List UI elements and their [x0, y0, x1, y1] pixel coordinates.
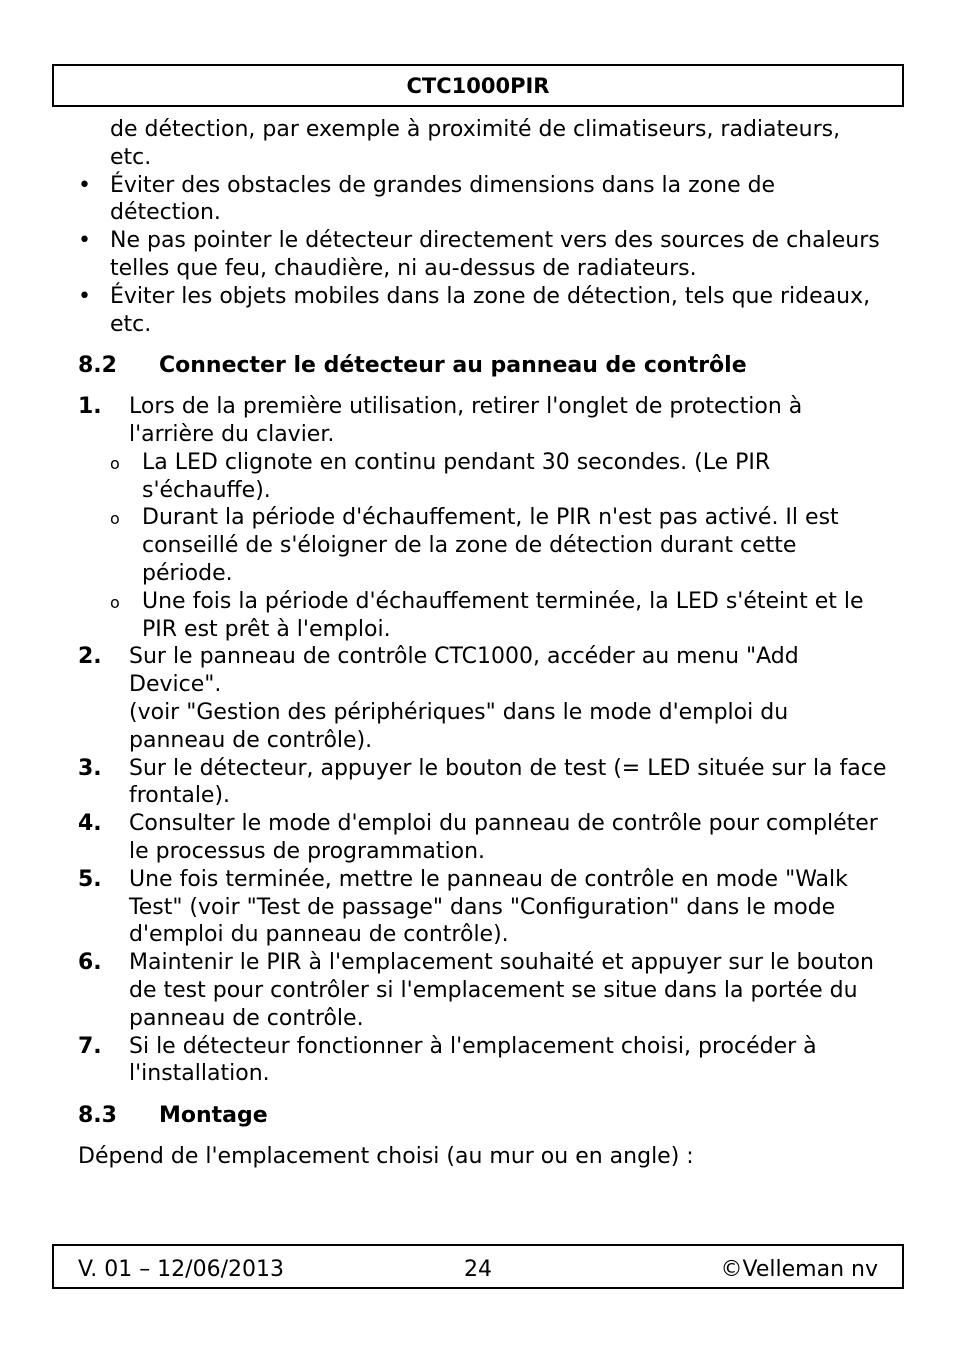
- step-item: [78, 755, 888, 811]
- sub-item: o Durant la période d'échauffement, le PIR n'est pas activé. Il est conseillé de s'éloigner de la zone de détection durant cette période.: [110, 505, 839, 586]
- page-header: [52, 64, 904, 107]
- step-note: (voir "Gestion des périphériques" dans le mode d'emploi du panneau de contrôle).: [129, 699, 789, 753]
- step-item: [78, 393, 888, 643]
- document-title: CTC1000PIR: [406, 74, 550, 98]
- list-item: de détection, par exemple à proximité de climatiseurs, radiateurs, etc.: [110, 117, 841, 170]
- step-text: Sur le détecteur, appuyer le bouton de test (= LED située sur la face frontale).: [129, 755, 887, 809]
- step-item: [78, 643, 888, 754]
- sub-list: [110, 449, 888, 644]
- page-footer: [52, 1244, 904, 1289]
- step-item: [78, 1033, 888, 1089]
- page-content: [78, 116, 888, 1171]
- step-text: Sur le panneau de contrôle CTC1000, accéder au menu "Add Device".: [129, 644, 799, 698]
- circle-bullet-icon: o: [110, 509, 120, 529]
- section-title: Montage: [159, 1103, 268, 1129]
- step-number: 3.: [78, 755, 102, 781]
- connection-steps-list: [78, 393, 888, 1088]
- step-text: Si le détecteur fonctionner à l'emplacement choisi, procéder à l'installation.: [129, 1033, 817, 1087]
- list-item: • Éviter les objets mobiles dans la zone de détection, tels que rideaux, etc.: [78, 283, 871, 337]
- list-item: • Éviter des obstacles de grandes dimensions dans la zone de détection.: [78, 172, 776, 226]
- step-number: 7.: [78, 1033, 102, 1059]
- section-number: 8.2: [78, 353, 117, 379]
- section-heading-8-2: [78, 352, 888, 380]
- sub-item: o La LED clignote en continu pendant 30 secondes. (Le PIR s'échauffe).: [110, 449, 771, 503]
- section-heading-8-3: [78, 1102, 888, 1130]
- bullet-icon: •: [78, 172, 91, 198]
- step-number: 5.: [78, 866, 102, 892]
- version-date: V. 01 – 12/06/2013: [78, 1257, 284, 1282]
- step-text: Lors de la première utilisation, retirer l'onglet de protection à l'arrière du clavier.: [129, 394, 803, 447]
- step-text: Consulter le mode d'emploi du panneau de contrôle pour compléter le processus de programmation.: [129, 811, 878, 864]
- section-number: 8.3: [78, 1103, 117, 1129]
- step-item: [78, 810, 888, 866]
- closing-paragraph: Dépend de l'emplacement choisi (au mur ou en angle) :: [78, 1143, 694, 1169]
- circle-bullet-icon: o: [110, 592, 120, 612]
- page-number: 24: [464, 1257, 492, 1282]
- step-number: 4.: [78, 811, 102, 837]
- step-number: 6.: [78, 950, 102, 976]
- bullet-icon: •: [78, 228, 91, 254]
- section-title: Connecter le détecteur au panneau de contrôle: [159, 353, 747, 379]
- copyright: ©Velleman nv: [720, 1257, 878, 1282]
- step-number: 2.: [78, 644, 102, 670]
- bullet-icon: •: [78, 283, 91, 309]
- step-item: [78, 866, 888, 949]
- circle-bullet-icon: o: [110, 453, 120, 473]
- placement-tips-list: [78, 116, 888, 338]
- step-text: Maintenir le PIR à l'emplacement souhaité et appuyer sur le bouton de test pour contrôler si l'emplacement se situe dans la portée du panneau de contrôle.: [129, 950, 874, 1031]
- step-text: Une fois terminée, mettre le panneau de contrôle en mode "Walk Test" (voir "Test de passage" dans "Configuration" dans le mode d'emploi du panneau de contrôle).: [129, 866, 848, 948]
- step-number: 1.: [78, 394, 102, 420]
- list-item: • Ne pas pointer le détecteur directement vers des sources de chaleurs telles que feu, chaudière, ni au-dessus de radiateurs.: [78, 228, 880, 281]
- step-item: [78, 949, 888, 1032]
- sub-item: o Une fois la période d'échauffement terminée, la LED s'éteint et le PIR est prêt à l'emploi.: [110, 588, 864, 642]
